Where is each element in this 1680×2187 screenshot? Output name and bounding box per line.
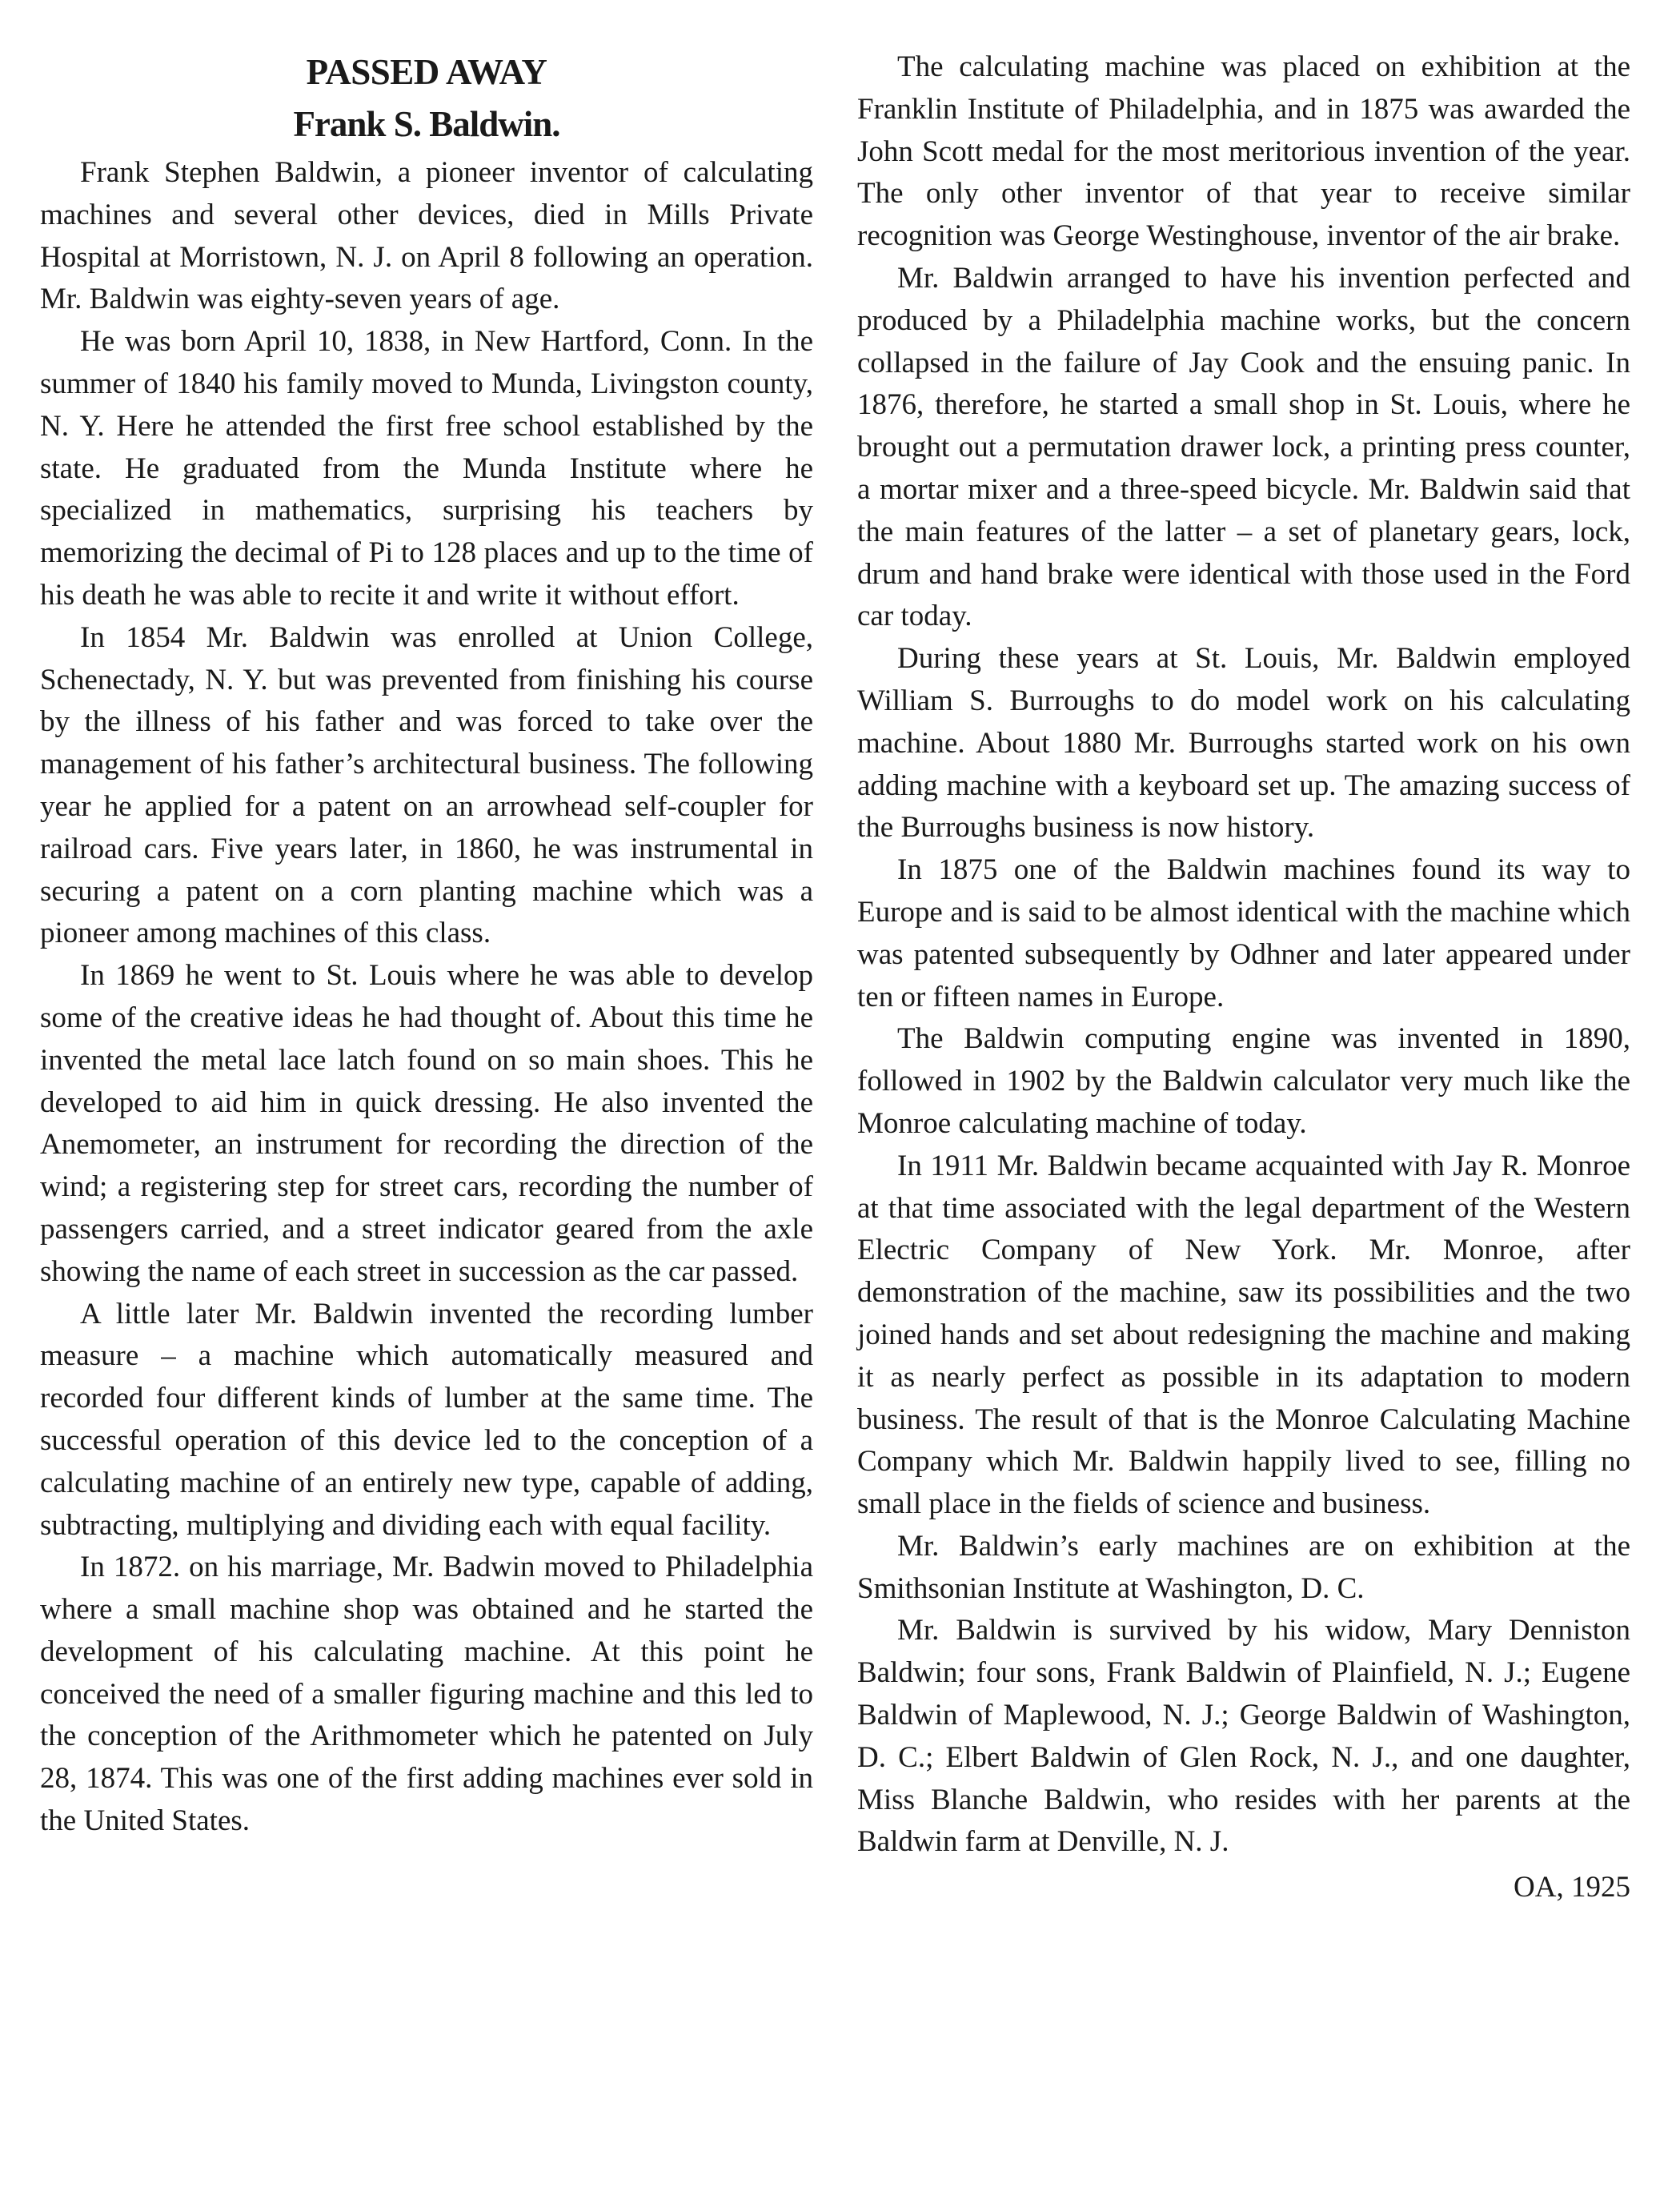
paragraph: Mr. Baldwin arranged to have his invention perfected and produced by a Philadelphia machine works, but the concern collapsed in the failure of Jay Cook and the ensuing panic. In 1876, therefore, he started a small shop in St. Louis, where he brought out a permutation drawer lock, a printing press counter, a mortar mixer and a three-speed bicycle. Mr. Baldwin said that the main features of the latter – a set of planetary gears, lock, drum and hand brake were identical with those used in the Ford car today. <box>857 261 1630 633</box>
article-heading: PASSED AWAY <box>306 52 547 92</box>
paragraph: Mr. Baldwin’s early machines are on exhibition at the Smithsonian Institute at Washington, D. C. <box>857 1529 1630 1605</box>
paragraph: In 1869 he went to St. Louis where he was able to develop some of the creative ideas he had thought of. About this time he invented the metal lace latch found on so main shoes. This he developed to aid him in quick dressing. He also invented the Anemometer, an instrument for recording the direction of the wind; a registering step for street cars, recording the number of passengers carried, and a street indicator geared from the axle showing the name of each street in succession as the car passed. <box>40 959 813 1288</box>
paragraph: In 1854 Mr. Baldwin was enrolled at Union College, Schenectady, N. Y. but was prevented from finishing his course by the illness of his father and was forced to take over the management of his father’s architectural business. The following year he applied for a patent on an arrowhead self-coupler for railroad cars. Five years later, in 1860, he was instrumental in securing a patent on a corn planting machine which was a pioneer among machines of this class. <box>40 620 813 950</box>
paragraph: He was born April 10, 1838, in New Hartford, Conn. In the summer of 1840 his family moved to Munda, Livingston county, N. Y. Here he attended the first free school established by the state. He graduated from the Munda Institute where he specialized in mathematics, surprising his teachers by memorizing the decimal of Pi to 128 places and up to the time of his death he was able to recite it and write it without effort. <box>40 325 813 612</box>
article-subheading: Frank S. Baldwin. <box>293 104 560 144</box>
left-column <box>40 46 813 1843</box>
right-column <box>857 46 1630 1909</box>
paragraph: During these years at St. Louis, Mr. Baldwin employed William S. Burroughs to do model work on his calculating machine. About 1880 Mr. Burroughs started work on his own adding machine with a keyboard set up. The amazing success of the Burroughs business is now history. <box>857 642 1630 845</box>
paragraph: Mr. Baldwin is survived by his widow, Mary Denniston Baldwin; four sons, Frank Baldwin of Plainfield, N. J.; Eugene Baldwin of Maplewood, N. J.; George Baldwin of Washington, D. C.; Elbert Baldwin of Glen Rock, N. J., and one daughter, Miss Blanche Baldwin, who resides with her parents at the Baldwin farm at Denville, N. J. <box>857 1614 1630 1859</box>
paragraph: In 1911 Mr. Baldwin became acquainted with Jay R. Monroe at that time associated with the legal department of the Western Electric Company of New York. Mr. Monroe, after demonstration of the machine, saw its possibilities and the two joined hands and set about redesigning the machine and making it as nearly perfect as possible in its adaptation to modern business. The result of that is the Monroe Calculating Machine Company which Mr. Baldwin happily lived to see, filling no small place in the fields of science and business. <box>857 1149 1630 1521</box>
paragraph: The calculating machine was placed on exhibition at the Franklin Institute of Philadelphia, and in 1875 was awarded the John Scott medal for the most meritorious invention of the year. The only other inventor of that year to receive similar recognition was George Westinghouse, inventor of the air brake. <box>857 50 1630 253</box>
paragraph: Frank Stephen Baldwin, a pioneer inventor of calculating machines and several other devices, died in Mills Private Hospital at Morristown, N. J. on April 8 following an operation. Mr. Baldwin was eighty-seven years of age. <box>40 156 813 316</box>
paragraph: The Baldwin computing engine was invented in 1890, followed in 1902 by the Baldwin calculator very much like the Monroe calculating machine of today. <box>857 1022 1630 1140</box>
source-citation: OA, 1925 <box>1514 1871 1630 1904</box>
paragraph: A little later Mr. Baldwin invented the recording lumber measure – a machine which automatically measured and recorded four different kinds of lumber at the same time. The successful operation of this device led to the conception of a calculating machine of an entirely new type, capable of adding, subtracting, multiplying and dividing each with equal facility. <box>40 1297 813 1542</box>
paragraph: In 1875 one of the Baldwin machines found its way to Europe and is said to be almost identical with the machine which was patented subsequently by Odhner and later appeared under ten or fifteen names in Europe. <box>857 853 1630 1013</box>
paragraph: In 1872. on his marriage, Mr. Badwin moved to Philadelphia where a small machine shop was obtained and he started the development of his calculating machine. At this point he conceived the need of a smaller figuring machine and this led to the conception of the Arithmometer which he patented on July 28, 1874. This was one of the first adding machines ever sold in the United States. <box>40 1551 813 1838</box>
